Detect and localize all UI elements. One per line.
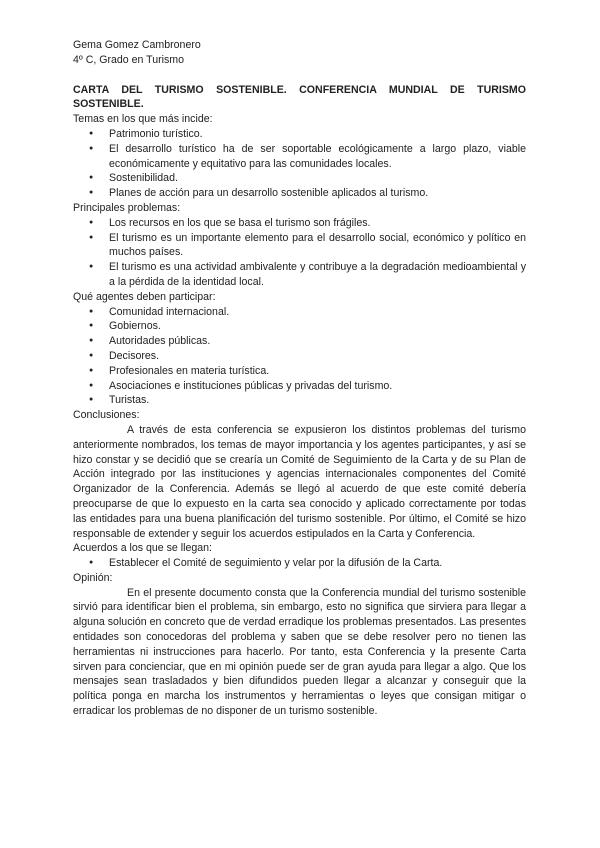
list-item: ● El desarrollo turístico ha de ser soportable ecológicamente a largo plazo, viable económicamente y equitativo para las comunidades locales. [109,142,526,172]
list-item: ● Sostenibilidad. [109,171,526,186]
list-item: ● Asociaciones e instituciones públicas y privadas del turismo. [109,379,526,394]
list-item: ● Establecer el Comité de seguimiento y velar por la difusión de la Carta. [109,556,526,571]
document-title: CARTA DEL TURISMO SOSTENIBLE. CONFERENCIA MUNDIAL DE TURISMO SOSTENIBLE. [73,83,526,111]
section-heading-opinion: Opinión: [73,571,113,584]
list-item: ● Turistas. [109,393,526,408]
list-item: ● Patrimonio turístico. [109,127,526,142]
list-temas [73,127,526,201]
list-agentes [73,305,526,409]
list-item: ● Comunidad internacional. [109,305,526,320]
list-item: ● Planes de acción para un desarrollo sostenible aplicados al turismo. [109,186,526,201]
list-item: ● Gobiernos. [109,319,526,334]
list-item: ● Los recursos en los que se basa el turismo son frágiles. [109,216,526,231]
list-acuerdos [73,556,526,571]
list-item: ● Autoridades públicas. [109,334,526,349]
conclusiones-paragraph: A través de esta conferencia se expusieron los distintos problemas del turismo anteriormente nombrados, los temas de mayor importancia y los agentes participantes, y así se hizo constar y se decidió que se crearía un Comité de Seguimiento de la Carta y de su Plan de Acción integrado por las instituciones y agencias internacionales componentes del Comité Organizador de la Conferencia. Además se llegó al acuerdo de que este comité debería preocuparse de que lo expuesto en la carta sea conocido y aplicado correctamente por todas las entidades para una buena planificación del turismo sostenible. Por último, el Comité se hizo responsable de extender y seguir los acuerdos estipulados en la Carta y Conferencia. [73,423,526,540]
author-name: Gema Gomez Cambronero [73,39,201,51]
section-heading-conclusiones: Conclusiones: [73,409,140,422]
section-heading-temas: Temas en los que más incide: [73,113,213,126]
section-heading-acuerdos: Acuerdos a los que se llegan: [73,542,212,555]
section-heading-agentes: Qué agentes deben participar: [73,290,216,303]
opinion-paragraph: En el presente documento consta que la Conferencia mundial del turismo sostenible sirvió para identificar bien el problema, sin embargo, esto no significa que sirviera para llegar a alguna solución en concreto que de verdad erradique los problemas presentados. Las presentes entidades son conocedoras del problema y saben que se debe resolver pero no tienen las herramientas ni instrucciones para hacerlo. Por tanto, esta Conferencia y la presente Carta sirven para concienciar, que en mi opinión puede ser de gran ayuda para llegar a algo. Que los mensajes sean trasladados y bien difundidos pueden llegar a alcanzar y conseguir que la política ponga en marcha los instrumentos y herramientas o leyes que consigan mitigar o erradicar los problemas de no disponer de un turismo sostenible. [73,586,526,718]
list-problemas [73,216,526,290]
section-heading-problemas: Principales problemas: [73,201,181,214]
list-item: ● Decisores. [109,349,526,364]
list-item: ● Profesionales en materia turística. [109,364,526,379]
list-item: ● El turismo es una actividad ambivalente y contribuye a la degradación medioambiental y a la pérdida de la identidad local. [109,260,526,290]
course-info: 4º C, Grado en Turismo [73,53,185,66]
list-item: ● El turismo es un importante elemento para el desarrollo social, económico y político en muchos países. [109,231,526,261]
